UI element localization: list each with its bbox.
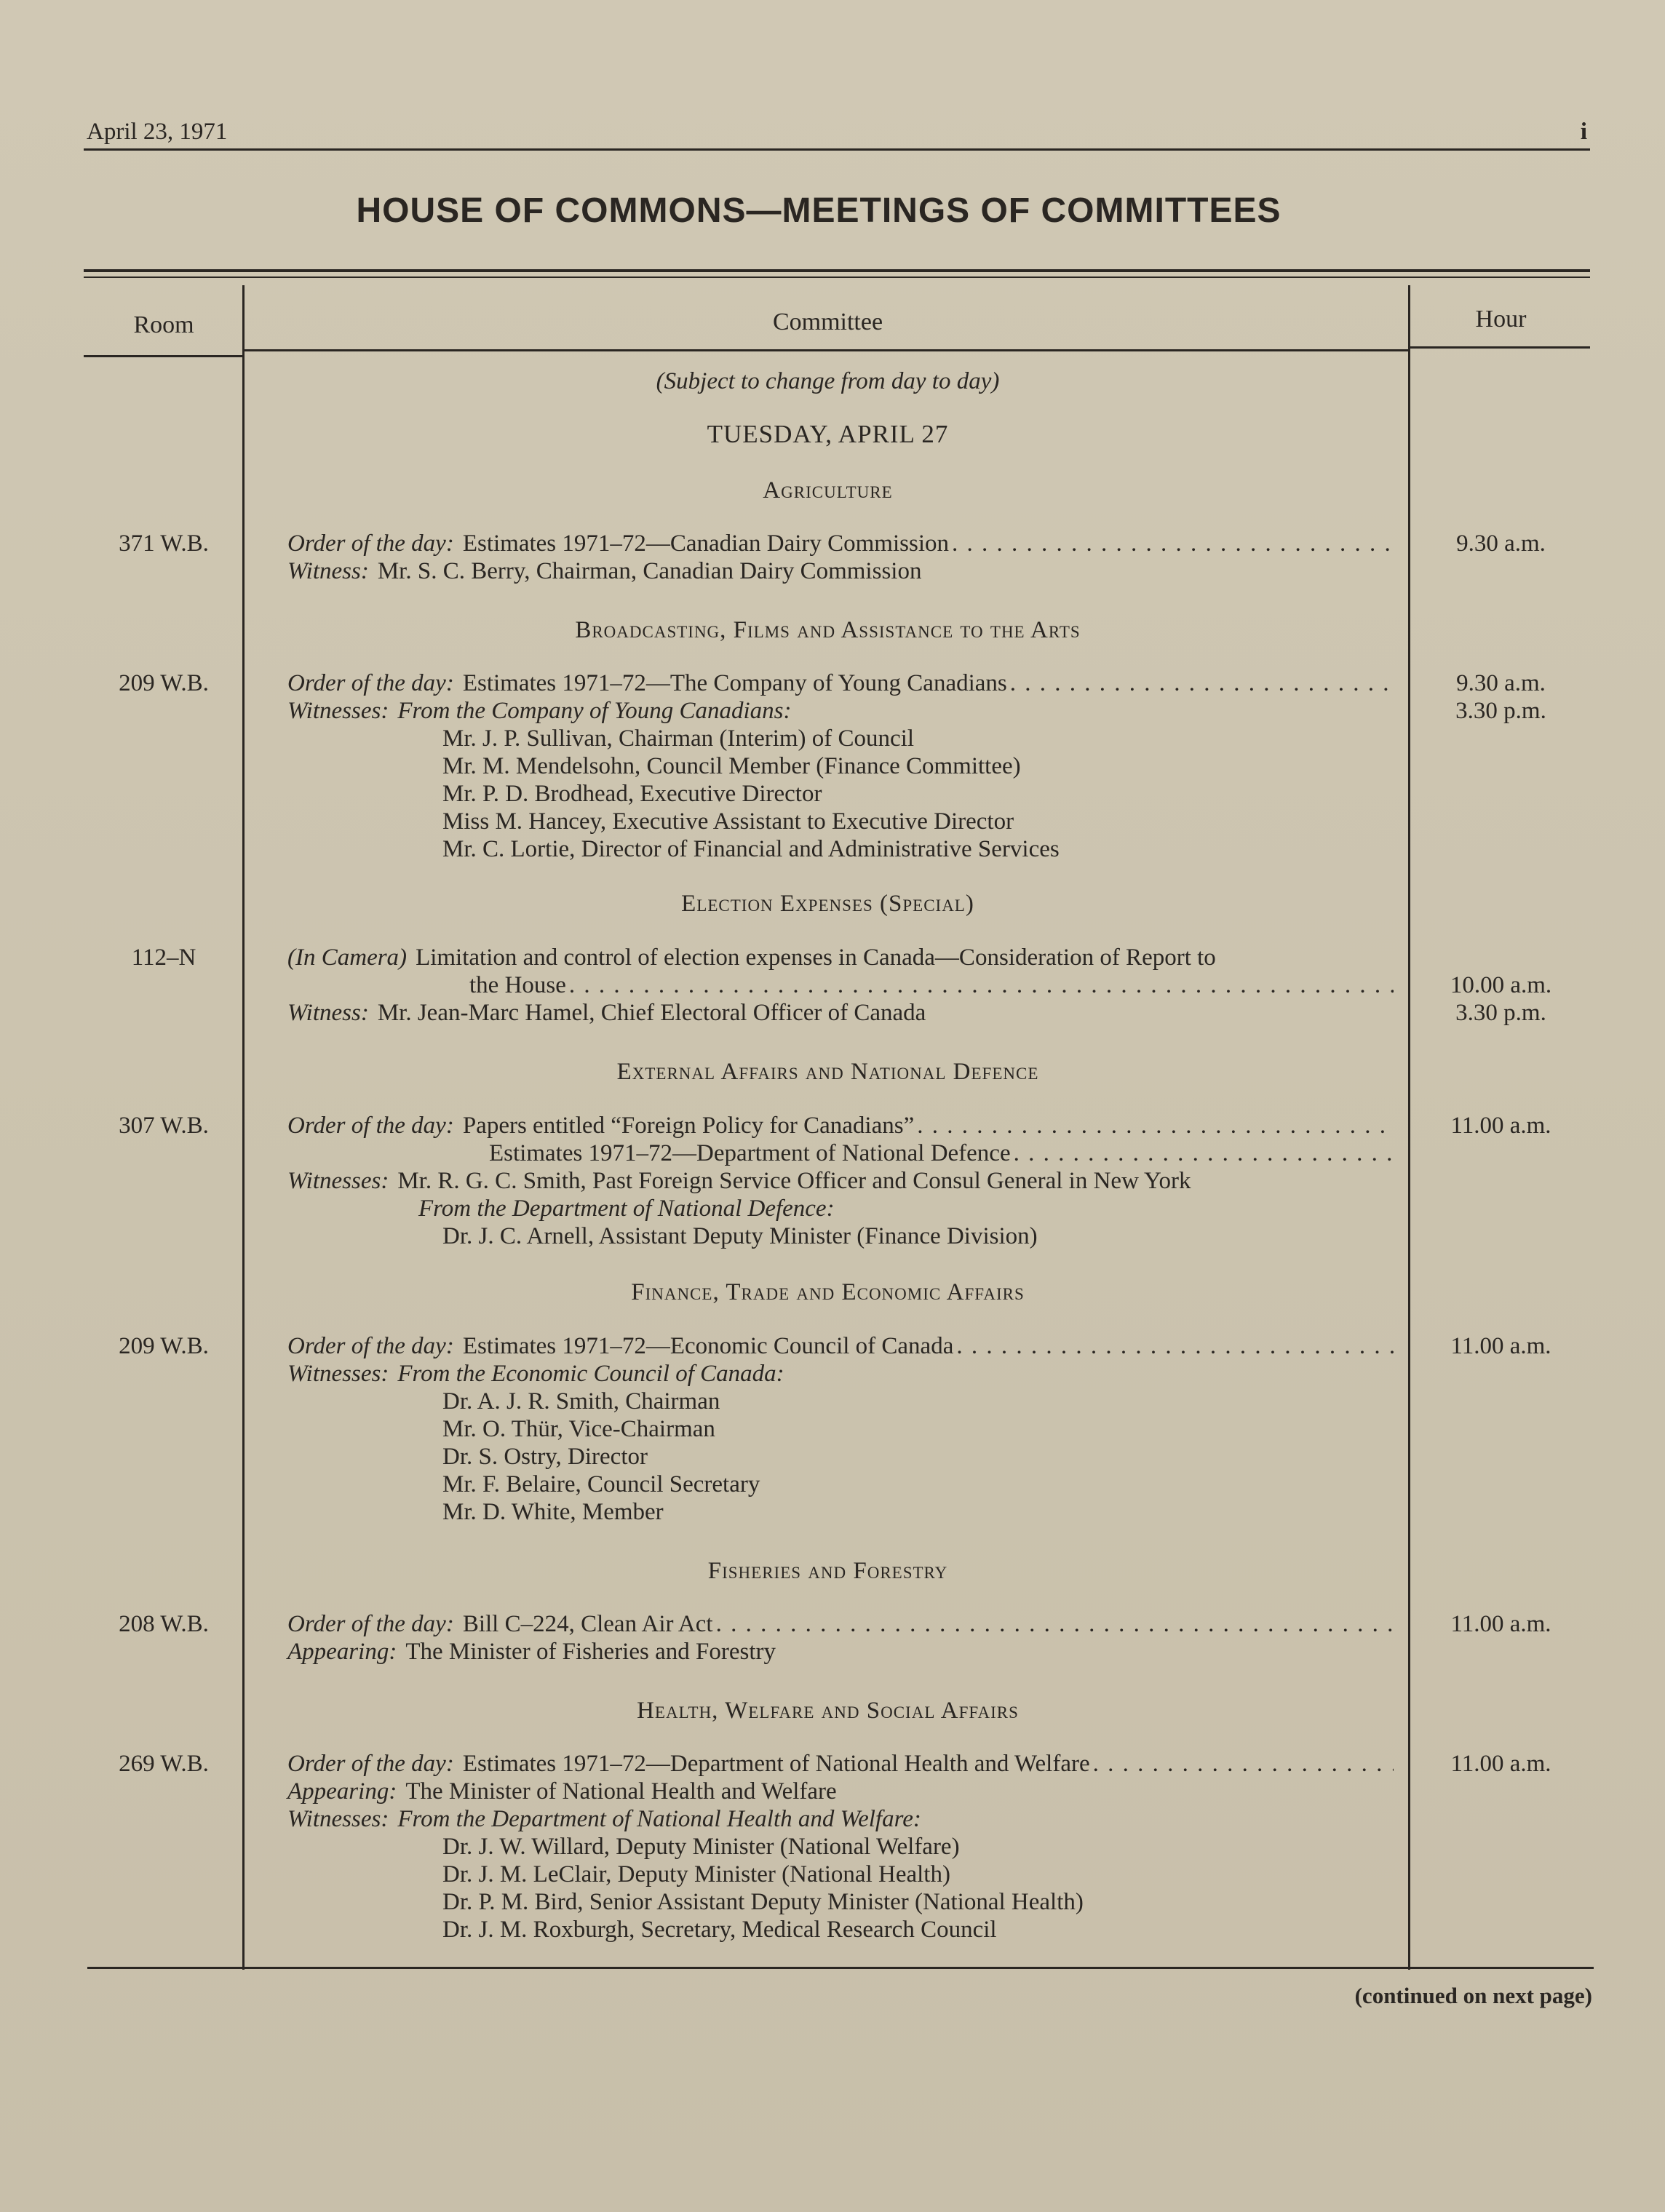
entry-line <box>287 1388 1394 1415</box>
dot-leader <box>952 530 1394 557</box>
committee-entry <box>287 944 1394 1027</box>
entry-label: Witnesses: <box>287 1168 389 1194</box>
room-column-divider <box>242 285 245 1970</box>
entry-line <box>287 944 1394 971</box>
entry-label: (In Camera) <box>287 944 408 971</box>
entry-text: Mr. D. White, Member <box>442 1499 664 1525</box>
page-number: i <box>1580 119 1587 145</box>
meeting-hour: 11.00 a.m. <box>1450 1751 1551 1777</box>
column-header-committee: Committee <box>772 309 883 335</box>
hour-column-divider <box>1408 285 1410 1970</box>
entry-line <box>287 1415 1394 1443</box>
meeting-day: TUESDAY, APRIL 27 <box>707 420 949 448</box>
entry-line <box>287 1750 1394 1778</box>
entry-line <box>287 1498 1394 1526</box>
meeting-hour: 9.30 a.m. <box>1456 530 1546 557</box>
dot-leader <box>1010 669 1394 697</box>
entry-line <box>287 752 1394 780</box>
page-header <box>84 108 1590 151</box>
document-title: HOUSE OF COMMONS—MEETINGS OF COMMITTEES <box>356 191 1281 230</box>
entry-line <box>287 1167 1394 1195</box>
entry-text: Mr. M. Mendelsohn, Council Member (Finance Committee) <box>442 753 1021 779</box>
entry-line <box>287 1222 1394 1250</box>
entry-text: From the Company of Young Canadians: <box>397 698 792 724</box>
entry-text: From the Economic Council of Canada: <box>397 1361 784 1387</box>
entry-line <box>287 999 1394 1027</box>
entry-text: Bill C–224, Clean Air Act <box>462 1611 713 1637</box>
committee-name: Election Expenses (Special) <box>681 891 974 917</box>
dot-leader <box>1014 1139 1394 1167</box>
room-number: 371 W.B. <box>119 530 209 557</box>
meeting-hour: 3.30 p.m. <box>1455 1000 1546 1026</box>
entry-text: Dr. A. J. R. Smith, Chairman <box>442 1388 720 1415</box>
entry-label: Witnesses: <box>287 1806 389 1832</box>
entry-label: Witness: <box>287 1000 369 1026</box>
entry-line <box>287 1360 1394 1388</box>
column-header-hour: Hour <box>1475 306 1527 333</box>
entry-line <box>287 808 1394 835</box>
entry-line <box>287 1195 1394 1222</box>
entry-text: The Minister of National Health and Welfare <box>405 1778 837 1805</box>
entry-line <box>287 1861 1394 1888</box>
entry-label: Appearing: <box>287 1778 397 1805</box>
entry-label: Order of the day: <box>287 530 454 557</box>
room-number: 209 W.B. <box>119 1333 209 1359</box>
committee-name: External Affairs and National Defence <box>616 1059 1039 1085</box>
entry-label: Witnesses: <box>287 698 389 724</box>
entry-line <box>287 1332 1394 1360</box>
entry-line <box>287 1638 1394 1666</box>
entry-line <box>287 697 1394 725</box>
entry-line <box>287 971 1394 999</box>
entry-label: Order of the day: <box>287 1611 454 1637</box>
entry-line <box>287 1471 1394 1498</box>
committee-name: Health, Welfare and Social Affairs <box>637 1698 1019 1724</box>
entry-text: Dr. J. M. Roxburgh, Secretary, Medical Research Council <box>442 1917 997 1943</box>
entry-text: Dr. J. C. Arnell, Assistant Deputy Minister (Finance Division) <box>442 1223 1038 1249</box>
entry-label: Order of the day: <box>287 1333 454 1359</box>
entry-line <box>287 1443 1394 1471</box>
header-underline-committee <box>245 349 1408 351</box>
entry-text: Mr. O. Thür, Vice-Chairman <box>442 1416 715 1442</box>
entry-text: Estimates 1971–72—Canadian Dairy Commission <box>462 530 949 557</box>
entry-text: Estimates 1971–72—Economic Council of Canada <box>462 1333 954 1359</box>
room-number: 269 W.B. <box>119 1751 209 1777</box>
continued-note: (continued on next page) <box>1354 1983 1592 2008</box>
entry-text: Miss M. Hancey, Executive Assistant to Executive Director <box>442 808 1014 835</box>
committee-name: Agriculture <box>763 477 893 504</box>
entry-text: Dr. J. M. LeClair, Deputy Minister (National Health) <box>442 1861 950 1887</box>
committee-entry <box>287 1610 1394 1666</box>
entry-label: Witness: <box>287 558 369 584</box>
entry-line <box>287 1778 1394 1805</box>
entry-line <box>287 530 1394 557</box>
entry-label: Witnesses: <box>287 1361 389 1387</box>
entry-line <box>287 725 1394 752</box>
committee-name: Broadcasting, Films and Assistance to the Arts <box>575 617 1081 643</box>
meeting-hour: 10.00 a.m. <box>1450 972 1552 998</box>
table-bottom-rule <box>87 1967 1594 1969</box>
header-underline-hour <box>1410 346 1590 349</box>
entry-text: Mr. S. C. Berry, Chairman, Canadian Dairy Commission <box>377 558 922 584</box>
column-header-room: Room <box>133 311 194 338</box>
entry-text: Papers entitled “Foreign Policy for Canadians” <box>462 1113 915 1139</box>
dot-leader <box>569 971 1394 999</box>
entry-text: the House <box>469 972 566 998</box>
committee-entry <box>287 1112 1394 1250</box>
entry-label: Order of the day: <box>287 670 454 696</box>
entry-line <box>287 780 1394 808</box>
entry-text: Limitation and control of election expenses in Canada—Consideration of Report to <box>416 944 1216 971</box>
entry-text: The Minister of Fisheries and Forestry <box>405 1639 776 1665</box>
table-top-rule-inner <box>84 276 1590 278</box>
entry-text: Dr. S. Ostry, Director <box>442 1444 648 1470</box>
committee-entry <box>287 1750 1394 1944</box>
entry-label: Order of the day: <box>287 1751 454 1777</box>
meeting-hour: 3.30 p.m. <box>1455 698 1546 724</box>
meeting-hour: 11.00 a.m. <box>1450 1333 1551 1359</box>
entry-text: Mr. P. D. Brodhead, Executive Director <box>442 781 822 807</box>
entry-line <box>287 669 1394 697</box>
dot-leader <box>956 1332 1394 1360</box>
room-number: 209 W.B. <box>119 670 209 696</box>
entry-line <box>287 1610 1394 1638</box>
committee-entry <box>287 669 1394 863</box>
entry-text: Estimates 1971–72—Department of National Defence <box>489 1140 1011 1166</box>
entry-line <box>287 1139 1394 1167</box>
committee-entry <box>287 1332 1394 1526</box>
committee-name: Finance, Trade and Economic Affairs <box>631 1279 1025 1305</box>
entry-text: Estimates 1971–72—The Company of Young Canadians <box>462 670 1007 696</box>
header-underline-room <box>84 355 242 357</box>
entry-text: Mr. R. G. C. Smith, Past Foreign Service Officer and Consul General in New York <box>397 1168 1191 1194</box>
entry-line <box>287 1805 1394 1833</box>
entry-label: Order of the day: <box>287 1113 454 1139</box>
entry-text: From the Department of National Health and Welfare: <box>397 1806 921 1832</box>
entry-text: Dr. P. M. Bird, Senior Assistant Deputy Minister (National Health) <box>442 1889 1084 1915</box>
entry-line <box>287 557 1394 585</box>
entry-text: Dr. J. W. Willard, Deputy Minister (National Welfare) <box>442 1834 960 1860</box>
entry-text: From the Department of National Defence: <box>418 1195 835 1222</box>
entry-label: Appearing: <box>287 1639 397 1665</box>
entry-line <box>287 1916 1394 1944</box>
meeting-hour: 9.30 a.m. <box>1456 670 1546 696</box>
header-date: April 23, 1971 <box>87 119 228 145</box>
entry-line <box>287 835 1394 863</box>
room-number: 112–N <box>131 944 196 971</box>
entry-text: Estimates 1971–72—Department of National Health and Welfare <box>462 1751 1090 1777</box>
entry-text: Mr. C. Lortie, Director of Financial and Administrative Services <box>442 836 1060 862</box>
entry-line <box>287 1112 1394 1139</box>
room-number: 307 W.B. <box>119 1113 209 1139</box>
entry-text: Mr. Jean-Marc Hamel, Chief Electoral Officer of Canada <box>377 1000 926 1026</box>
entry-text: Mr. F. Belaire, Council Secretary <box>442 1471 760 1497</box>
entry-text: Mr. J. P. Sullivan, Chairman (Interim) of Council <box>442 725 915 752</box>
entry-line <box>287 1888 1394 1916</box>
committee-name: Fisheries and Forestry <box>707 1558 948 1584</box>
meeting-hour: 11.00 a.m. <box>1450 1611 1551 1637</box>
dot-leader <box>716 1610 1394 1638</box>
dot-leader <box>917 1112 1394 1139</box>
dot-leader <box>1093 1750 1394 1778</box>
committee-entry <box>287 530 1394 585</box>
entry-line <box>287 1833 1394 1861</box>
room-number: 208 W.B. <box>119 1611 209 1637</box>
meeting-hour: 11.00 a.m. <box>1450 1113 1551 1139</box>
schedule-subtitle: (Subject to change from day to day) <box>656 368 1000 394</box>
table-top-rule <box>84 269 1590 272</box>
